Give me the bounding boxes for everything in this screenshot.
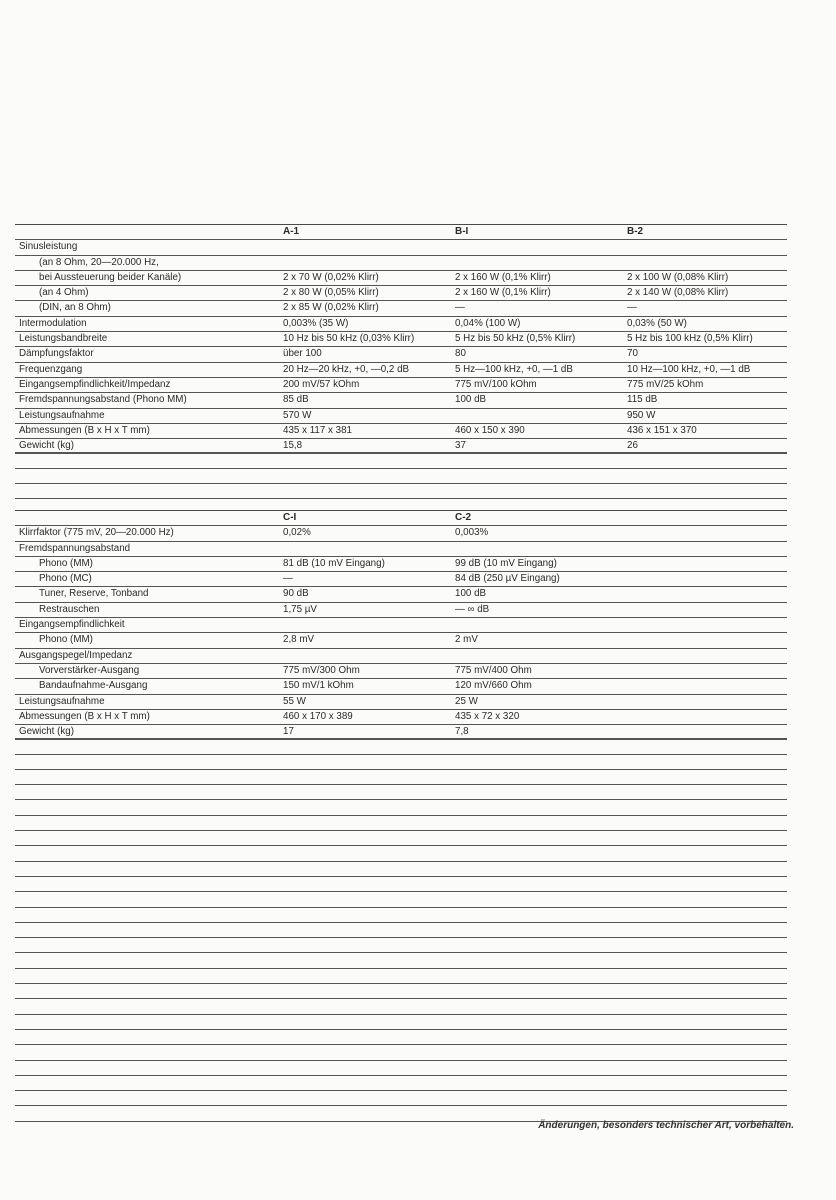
row-value: 20 Hz—20 kHz, +0, —0,2 dB — [283, 363, 410, 375]
row-value: 2 x 140 W (0,08% Klirr) — [627, 287, 729, 299]
table-header-row — [15, 225, 787, 240]
row-label: Sinusleistung — [19, 241, 78, 253]
table-row — [15, 409, 787, 424]
row-value: 2 x 80 W (0,05% Klirr) — [283, 287, 379, 299]
row-label: Restrauschen — [39, 603, 100, 615]
ruled-line — [15, 453, 787, 468]
row-value: 15,8 — [283, 440, 303, 452]
row-value: 775 mV/100 kOhm — [455, 378, 537, 390]
row-value: 80 — [455, 348, 466, 360]
ruled-line — [15, 953, 787, 968]
row-value: 2 x 100 W (0,08% Klirr) — [627, 271, 729, 283]
amplifier-spec-table — [15, 224, 787, 454]
table-row — [15, 587, 787, 602]
row-label: Fremdspannungsabstand (Phono MM) — [19, 394, 187, 406]
table-row — [15, 393, 787, 408]
row-label: Phono (MM) — [39, 557, 93, 569]
blank-ruled-lines-upper — [15, 438, 787, 499]
table-row — [15, 526, 787, 541]
row-value: 5 Hz bis 50 kHz (0,5% Klirr) — [455, 333, 576, 345]
row-value: 2,8 mV — [283, 634, 315, 646]
column-header: B-2 — [627, 226, 644, 237]
row-value: 1,75 µV — [283, 603, 317, 615]
row-label: (an 8 Ohm, 20—20.000 Hz, — [39, 256, 159, 268]
row-value: 2 x 70 W (0,02% Klirr) — [283, 271, 379, 283]
row-label: Bandaufnahme-Ausgang — [39, 680, 148, 692]
ruled-line — [15, 908, 787, 923]
table-row — [15, 557, 787, 572]
row-label: Abmessungen (B x H x T mm) — [19, 424, 150, 436]
row-value: 150 mV/1 kOhm — [283, 680, 354, 692]
ruled-line — [15, 438, 787, 453]
row-value: 99 dB (10 mV Eingang) — [455, 557, 557, 569]
row-value: 84 dB (250 µV Eingang) — [455, 573, 560, 585]
ruled-line — [15, 816, 787, 831]
row-label: Phono (MC) — [39, 573, 92, 585]
row-label: Leistungsaufnahme — [19, 409, 105, 421]
row-value: 2 mV — [455, 634, 478, 646]
row-value: 436 x 151 x 370 — [627, 424, 697, 436]
ruled-line — [15, 862, 787, 877]
row-value: 115 dB — [627, 394, 658, 406]
table-row — [15, 633, 787, 648]
row-value: 460 x 150 x 390 — [455, 424, 525, 436]
row-value: 70 — [627, 348, 638, 360]
table-row — [15, 603, 787, 618]
table-row — [15, 424, 787, 439]
table-row — [15, 271, 787, 286]
ruled-line — [15, 1015, 787, 1030]
row-value: — ∞ dB — [455, 603, 490, 615]
ruled-line — [15, 1076, 787, 1091]
row-label: Intermodulation — [19, 317, 87, 329]
row-label: Phono (MM) — [39, 634, 93, 646]
table-row — [15, 286, 787, 301]
row-value: 26 — [627, 440, 638, 452]
row-value: 0,02% — [283, 527, 311, 539]
ruled-line — [15, 831, 787, 846]
row-label: Frequenzgang — [19, 363, 83, 375]
ruled-line — [15, 739, 787, 754]
table-row — [15, 301, 787, 316]
row-label: Eingangsempfindlichkeit — [19, 619, 125, 631]
table-row — [15, 363, 787, 378]
row-value: 81 dB (10 mV Eingang) — [283, 557, 385, 569]
ruled-line — [15, 1030, 787, 1045]
row-value: 85 dB — [283, 394, 309, 406]
row-value: — — [283, 573, 293, 585]
ruled-line — [15, 785, 787, 800]
row-value: 2 x 160 W (0,1% Klirr) — [455, 271, 551, 283]
ruled-line — [15, 969, 787, 984]
row-value: — — [455, 302, 465, 314]
row-label: Fremdspannungsabstand — [19, 542, 131, 554]
ruled-line — [15, 938, 787, 953]
row-value: 775 mV/400 Ohm — [455, 664, 532, 676]
table-row — [15, 618, 787, 633]
row-value: 435 x 72 x 320 — [455, 710, 520, 722]
table-row — [15, 679, 787, 694]
row-value: 25 W — [455, 695, 478, 707]
row-label: Tuner, Reserve, Tonband — [39, 588, 149, 600]
row-value: 7,8 — [455, 726, 469, 738]
ruled-line — [15, 755, 787, 770]
row-value: 775 mV/300 Ohm — [283, 664, 360, 676]
ruled-line — [15, 984, 787, 999]
ruled-line — [15, 724, 787, 739]
row-label: (DIN, an 8 Ohm) — [39, 302, 111, 314]
preamplifier-spec-table — [15, 510, 787, 740]
row-value: 10 Hz bis 50 kHz (0,03% Klirr) — [283, 333, 415, 345]
column-header: C-2 — [455, 512, 472, 523]
row-value: 0,04% (100 W) — [455, 317, 521, 329]
ruled-line — [15, 1091, 787, 1106]
row-label: Leistungsbandbreite — [19, 333, 108, 345]
ruled-line — [15, 892, 787, 907]
row-value: 950 W — [627, 409, 656, 421]
column-header: C-I — [283, 512, 297, 523]
row-label: Gewicht (kg) — [19, 726, 74, 738]
row-label: Vorverstärker-Ausgang — [39, 664, 140, 676]
row-value: 5 Hz bis 100 kHz (0,5% Klirr) — [627, 333, 753, 345]
table-row — [15, 347, 787, 362]
row-value: 200 mV/57 kOhm — [283, 378, 360, 390]
row-label: bei Aussteuerung beider Kanäle) — [39, 271, 182, 283]
table-row — [15, 572, 787, 587]
table-row — [15, 664, 787, 679]
ruled-line — [15, 1061, 787, 1076]
ruled-line — [15, 800, 787, 815]
ruled-line — [15, 484, 787, 499]
column-header: B-I — [455, 226, 469, 237]
row-value: 37 — [455, 440, 466, 452]
ruled-line — [15, 877, 787, 892]
table-row — [15, 332, 787, 347]
footnote: Änderungen, besonders technischer Art, vorbehalten. — [538, 1120, 794, 1131]
column-header: A-1 — [283, 226, 300, 237]
row-label: Abmessungen (B x H x T mm) — [19, 710, 150, 722]
row-value: über 100 — [283, 348, 322, 360]
ruled-line — [15, 469, 787, 484]
row-value: 0,003% — [455, 527, 489, 539]
table-row — [15, 710, 787, 725]
table-header-row — [15, 511, 787, 526]
row-value: 2 x 85 W (0,02% Klirr) — [283, 302, 379, 314]
row-label: Eingangsempfindlichkeit/Impedanz — [19, 378, 171, 390]
row-value: 10 Hz—100 kHz, +0, —1 dB — [627, 363, 751, 375]
table-row — [15, 695, 787, 710]
ruled-line — [15, 999, 787, 1014]
table-row — [15, 240, 787, 255]
row-value: 2 x 160 W (0,1% Klirr) — [455, 287, 551, 299]
ruled-line — [15, 770, 787, 785]
row-value: 435 x 117 x 381 — [283, 424, 352, 436]
row-value: 100 dB — [455, 394, 487, 406]
row-label: Dämpfungsfaktor — [19, 348, 94, 360]
row-label: Klirrfaktor (775 mV, 20—20.000 Hz) — [19, 527, 174, 539]
ruled-line — [15, 1045, 787, 1060]
row-value: 120 mV/660 Ohm — [455, 680, 532, 692]
row-value: 775 mV/25 kOhm — [627, 378, 704, 390]
blank-ruled-lines-lower — [15, 724, 787, 1122]
row-value: 5 Hz—100 kHz, +0, —1 dB — [455, 363, 573, 375]
row-value: 17 — [283, 726, 294, 738]
table-row — [15, 542, 787, 557]
row-value: 460 x 170 x 389 — [283, 710, 353, 722]
row-value: — — [627, 302, 637, 314]
row-label: (an 4 Ohm) — [39, 287, 89, 299]
row-value: 90 dB — [283, 588, 309, 600]
ruled-line — [15, 923, 787, 938]
table-row — [15, 317, 787, 332]
row-label: Ausgangspegel/Impedanz — [19, 649, 133, 661]
row-value: 0,003% (35 W) — [283, 317, 349, 329]
table-row — [15, 378, 787, 393]
ruled-line — [15, 846, 787, 861]
table-row — [15, 256, 787, 271]
row-value: 570 W — [283, 409, 312, 421]
row-value: 0,03% (50 W) — [627, 317, 687, 329]
row-label: Gewicht (kg) — [19, 440, 74, 452]
row-value: 100 dB — [455, 588, 487, 600]
table-row — [15, 649, 787, 664]
row-label: Leistungsaufnahme — [19, 695, 105, 707]
row-value: 55 W — [283, 695, 306, 707]
